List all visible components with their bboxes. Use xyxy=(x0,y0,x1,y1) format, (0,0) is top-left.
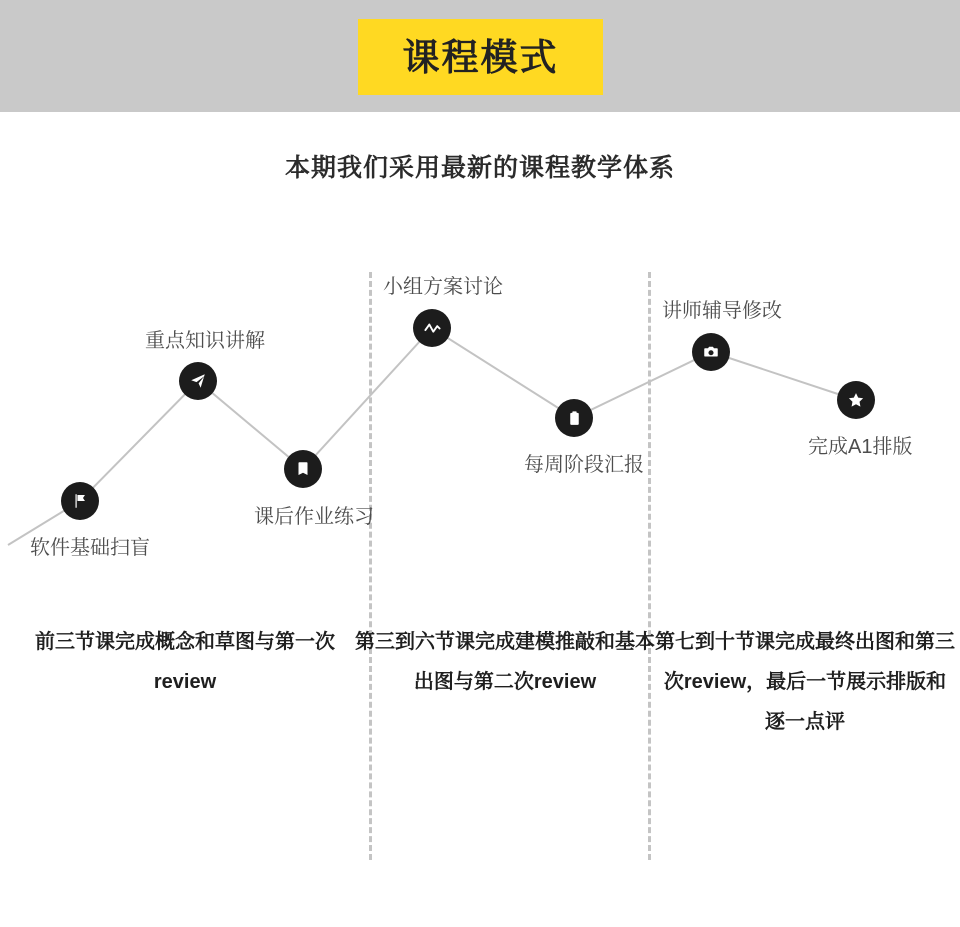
section-divider-1 xyxy=(369,272,372,860)
stage-description-2: 第三到六节课完成建模推敲和基本出图与第二次review xyxy=(355,631,655,693)
node-clipboard xyxy=(555,399,593,437)
flag-icon xyxy=(71,492,89,510)
header-badge xyxy=(358,19,603,95)
send-icon xyxy=(189,372,207,390)
node-book xyxy=(284,450,322,488)
header-band xyxy=(0,0,960,112)
section-divider-2 xyxy=(648,272,651,860)
node-label-6: 讲师辅导修改 xyxy=(662,300,782,322)
stage-description-1: 前三节课完成概念和草图与第一次review xyxy=(35,631,335,693)
node-label-1: 软件基础扫盲 xyxy=(30,537,150,559)
node-camera xyxy=(692,333,730,371)
node-star xyxy=(837,381,875,419)
clipboard-icon xyxy=(566,410,583,427)
node-label-2: 重点知识讲解 xyxy=(145,330,265,352)
node-label-7: 完成A1排版 xyxy=(808,436,913,458)
node-label-5: 每周阶段汇报 xyxy=(524,454,644,476)
node-label-4: 小组方案讨论 xyxy=(383,276,503,298)
node-activity xyxy=(413,309,451,347)
activity-icon xyxy=(423,319,442,338)
book-icon xyxy=(294,460,312,478)
node-send xyxy=(179,362,217,400)
header-badge-label: 课程模式 xyxy=(402,36,559,78)
star-icon xyxy=(847,391,865,409)
camera-icon xyxy=(702,343,720,361)
node-label-3: 课后作业练习 xyxy=(254,506,374,528)
node-flag xyxy=(61,482,99,520)
stage-description-3: 第七到十节课完成最终出图和第三次review，最后一节展示排版和逐一点评 xyxy=(655,631,955,733)
page-subtitle: 本期我们采用最新的课程教学体系 xyxy=(284,154,675,182)
